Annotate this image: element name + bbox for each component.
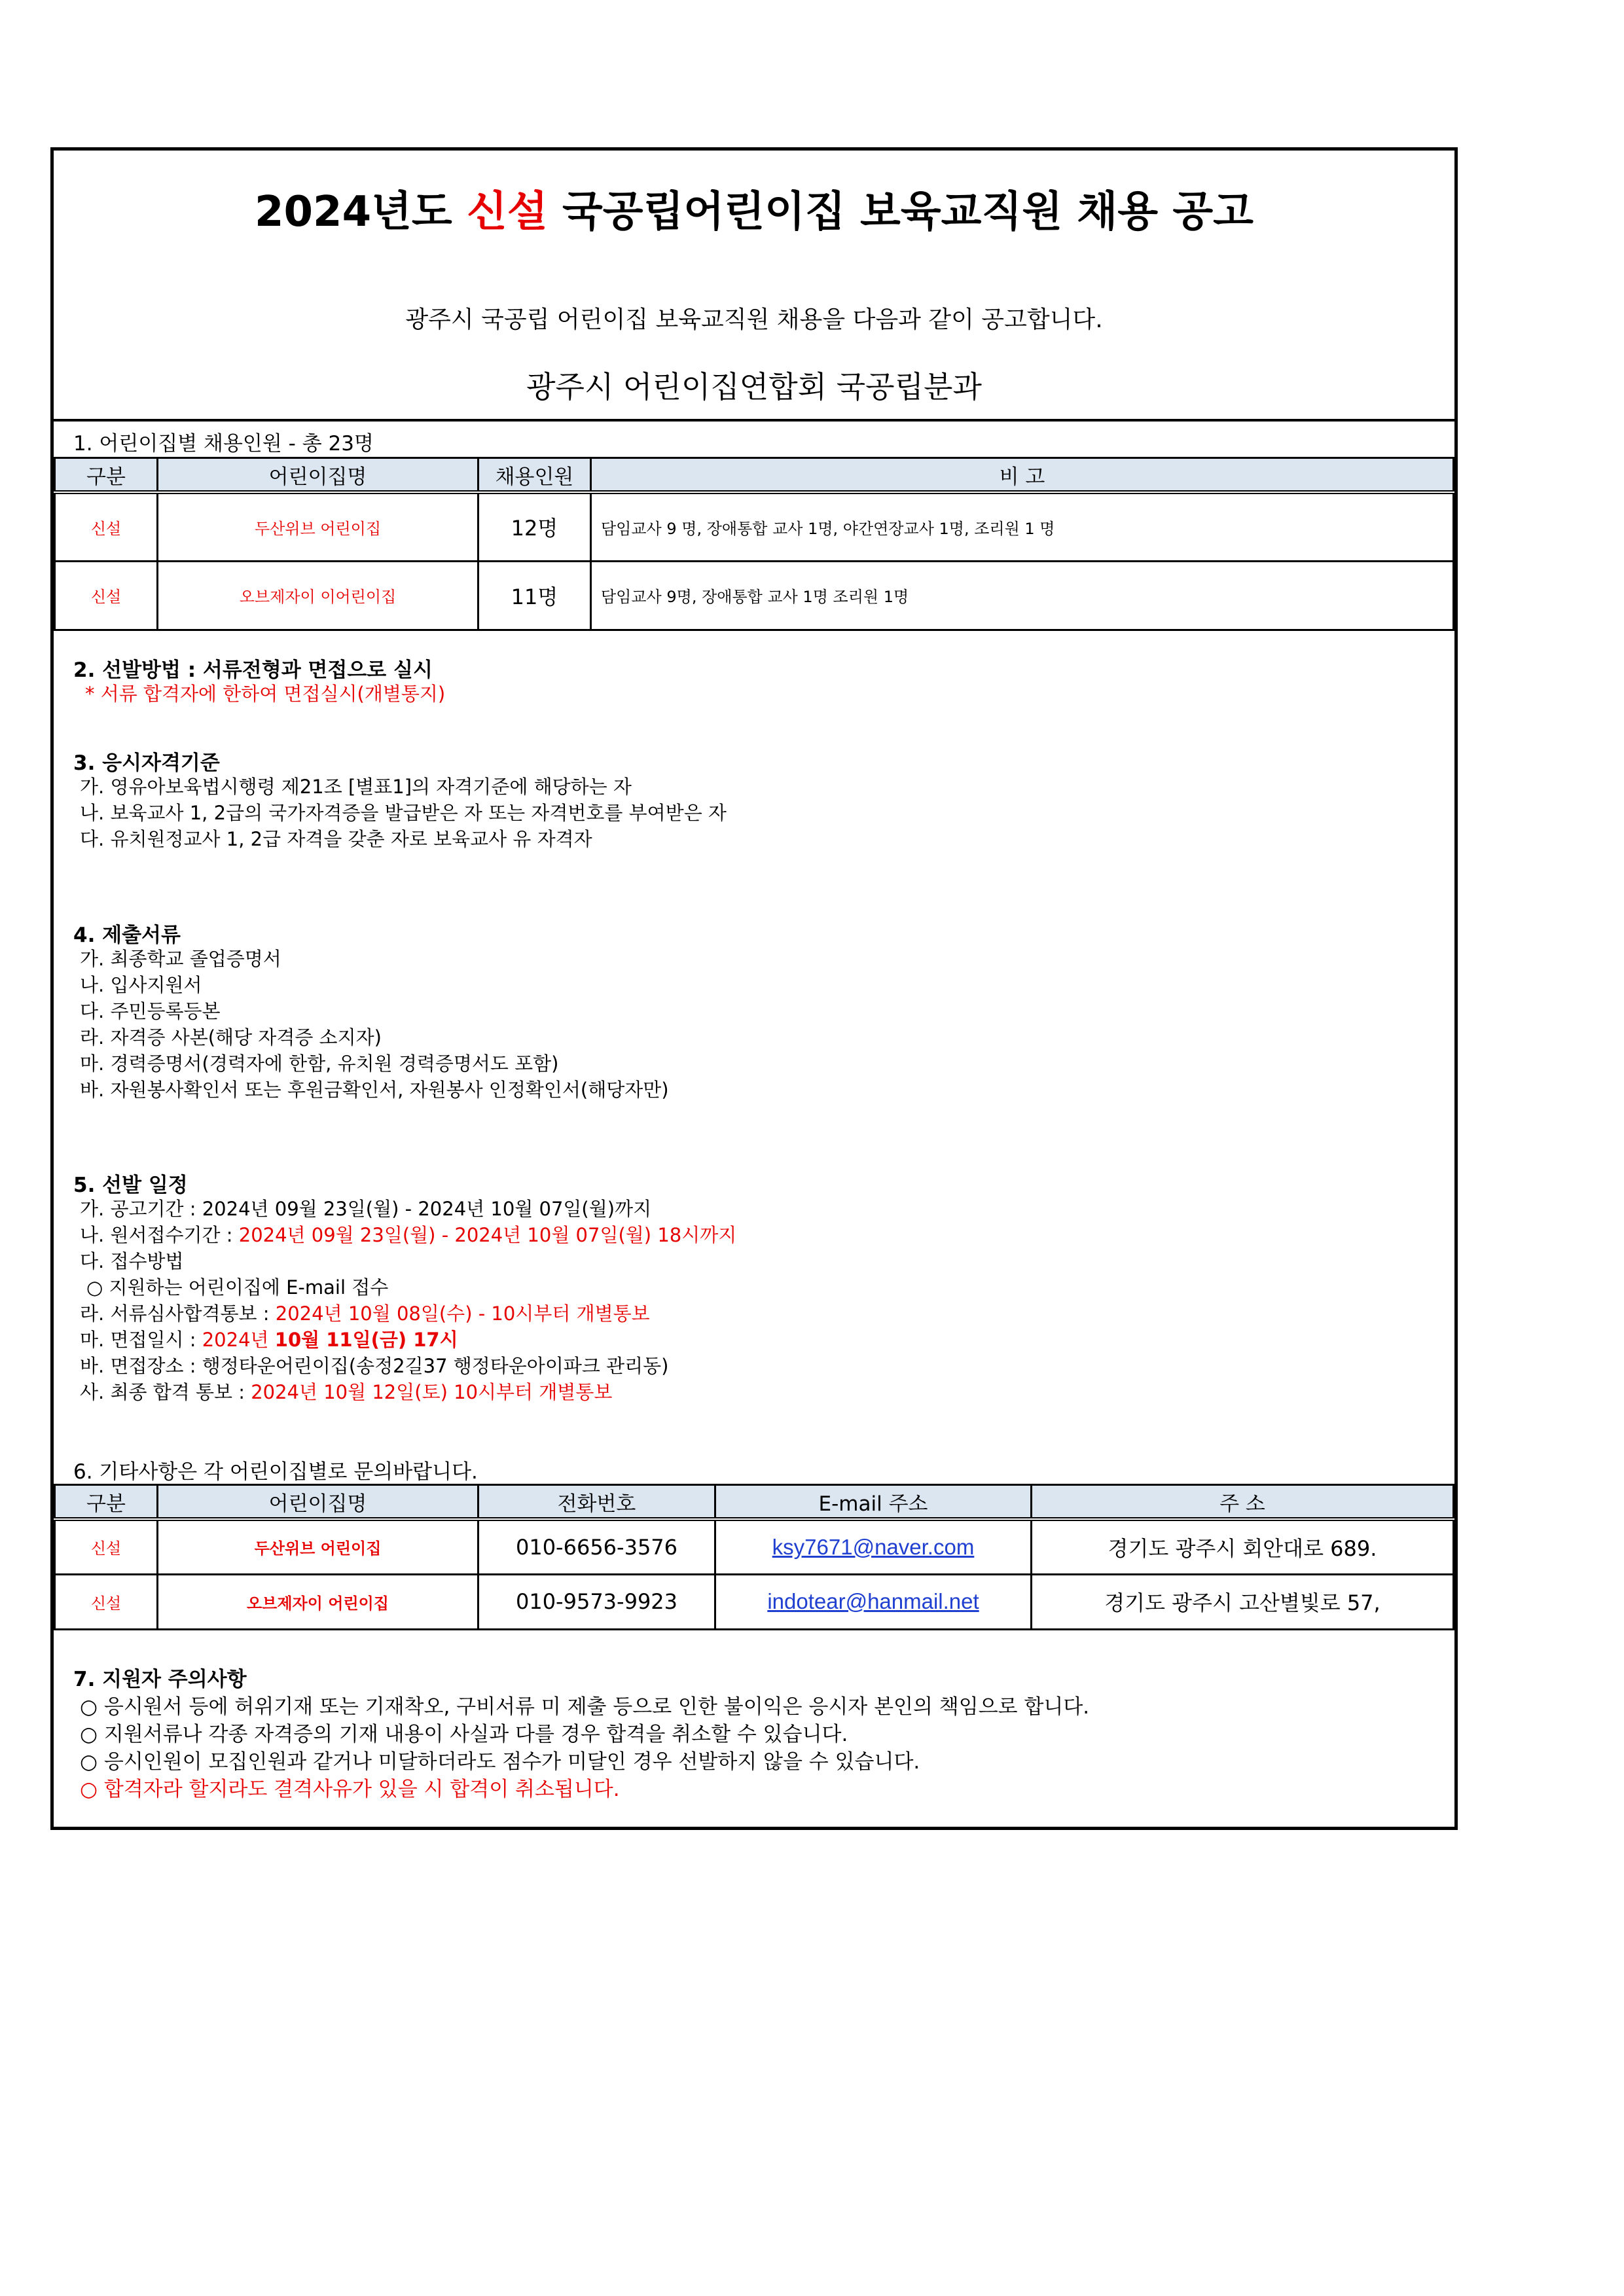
list-item: 나. 입사지원서 xyxy=(80,974,202,996)
row-email-cell xyxy=(715,1574,1032,1629)
section2-note: * 서류 합격자에 한하여 면접실시(개별통지) xyxy=(85,683,446,705)
schedule-final-result xyxy=(80,1378,612,1405)
section5-heading: 5. 선발 일정 xyxy=(73,1174,188,1197)
schedule-label: 사. 최종 합격 통보 : xyxy=(80,1381,251,1403)
list-item: 다. 유치원정교사 1, 2급 자격을 갖춘 자로 보육교사 유 자격자 xyxy=(80,828,592,850)
section1-heading: 1. 어린이집별 채용인원 - 총 23명 xyxy=(73,432,374,456)
table-row xyxy=(55,561,1454,630)
col-header-name: 어린이집명 xyxy=(158,1485,478,1520)
row-address: 경기도 광주시 고산별빛로 57, xyxy=(1032,1574,1454,1629)
notice-frame xyxy=(50,147,1458,1830)
col-header-count: 채용인원 xyxy=(478,458,591,493)
contact-table-header xyxy=(55,1485,1454,1520)
row-note: 담임교사 9명, 장애통합 교사 1명 조리원 1명 xyxy=(591,561,1454,630)
section7-heading: 7. 지원자 주의사항 xyxy=(73,1668,247,1691)
table-row xyxy=(55,1574,1454,1629)
list-item: 가. 최종학교 졸업증명서 xyxy=(80,948,281,970)
schedule-value: 2024년 10월 08일(수) - 10시부터 개별통보 xyxy=(275,1302,650,1325)
list-item: ○ 지원서류나 각종 자격증의 기재 내용이 사실과 다를 경우 합격을 취소할 수 있습니다. xyxy=(80,1723,848,1746)
col-header-type: 구분 xyxy=(55,1485,158,1520)
row-name: 오브제자이 이어린이집 xyxy=(158,561,478,630)
email-link[interactable]: ksy7671@naver.com xyxy=(772,1534,975,1559)
row-type: 신설 xyxy=(55,492,158,561)
list-item: ○ 응시인원이 모집인원과 같거나 미달하더라도 점수가 미달인 경우 선발하지 않을 수 있습니다. xyxy=(80,1750,920,1774)
section3-heading: 3. 응시자격기준 xyxy=(73,751,220,775)
list-item: 다. 주민등록등본 xyxy=(80,1000,221,1022)
list-item: 라. 자격증 사본(해당 자격증 소지자) xyxy=(80,1026,382,1049)
row-email-cell xyxy=(715,1519,1032,1574)
schedule-value: 2024년 xyxy=(202,1329,275,1351)
organization-name: 광주시 어린이집연합회 국공립분과 xyxy=(526,369,982,404)
section6-heading: 6. 기타사항은 각 어린이집별로 문의바랍니다. xyxy=(73,1460,478,1484)
schedule-interview xyxy=(80,1325,458,1352)
row-type: 신설 xyxy=(55,561,158,630)
email-link[interactable]: indotear@hanmail.net xyxy=(767,1589,979,1613)
schedule-posting: 가. 공고기간 : 2024년 09월 23일(월) - 2024년 10월 07일(월)까지 xyxy=(80,1198,652,1220)
schedule-label: 나. 원서접수기간 : xyxy=(80,1224,239,1246)
row-address: 경기도 광주시 회안대로 689. xyxy=(1032,1519,1454,1574)
row-phone: 010-9573-9923 xyxy=(478,1574,715,1629)
col-header-note: 비 고 xyxy=(591,458,1454,493)
title-highlight: 신설 xyxy=(467,188,548,236)
col-header-phone: 전화번호 xyxy=(478,1485,715,1520)
schedule-value-emphasis: 10월 11일(금) 17시 xyxy=(274,1329,458,1351)
row-phone: 010-6656-3576 xyxy=(478,1519,715,1574)
schedule-method: 다. 접수방법 xyxy=(80,1250,184,1272)
section4-heading: 4. 제출서류 xyxy=(73,924,181,947)
col-header-type: 구분 xyxy=(55,458,158,493)
row-type: 신설 xyxy=(55,1574,158,1629)
staff-table-header xyxy=(55,458,1454,493)
schedule-label: 마. 면접일시 : xyxy=(80,1329,202,1351)
row-name: 두산위브 어린이집 xyxy=(158,1519,478,1574)
row-note: 담임교사 9 명, 장애통합 교사 1명, 야간연장교사 1명, 조리원 1 명 xyxy=(591,492,1454,561)
list-item: 가. 영유아보육법시행령 제21조 [별표1]의 자격기준에 해당하는 자 xyxy=(80,776,632,798)
list-item: ○ 응시원서 등에 허위기재 또는 기재착오, 구비서류 미 제출 등으로 인한 불이익은 응시자 본인의 책임으로 합니다. xyxy=(80,1695,1090,1719)
list-item: 바. 자원봉사확인서 또는 후원금확인서, 자원봉사 인정확인서(해당자만) xyxy=(80,1079,669,1101)
list-item: 나. 보육교사 1, 2급의 국가자격증을 발급받은 자 또는 자격번호를 부여받은 자 xyxy=(80,802,727,824)
contact-table xyxy=(54,1484,1454,1630)
schedule-value: 2024년 10월 12일(토) 10시부터 개별통보 xyxy=(251,1381,613,1403)
row-type: 신설 xyxy=(55,1519,158,1574)
table-row xyxy=(55,1519,1454,1574)
table-row xyxy=(55,492,1454,561)
intro-text: 광주시 국공립 어린이집 보육교직원 채용을 다음과 같이 공고합니다. xyxy=(405,306,1103,333)
page-title xyxy=(54,178,1454,238)
schedule-document-result xyxy=(80,1299,650,1326)
warning-item: ○ 합격자라 할지라도 결격사유가 있을 시 합격이 취소됩니다. xyxy=(80,1778,620,1801)
title-divider xyxy=(54,419,1454,422)
row-name: 오브제자이 어린이집 xyxy=(158,1574,478,1629)
list-item: 마. 경력증명서(경력자에 한함, 유치원 경력증명서도 포함) xyxy=(80,1052,559,1075)
schedule-venue: 바. 면접장소 : 행정타운어린이집(송정2길37 행정타운아이파크 관리동) xyxy=(80,1355,669,1377)
col-header-address: 주 소 xyxy=(1032,1485,1454,1520)
schedule-application xyxy=(80,1221,736,1247)
staff-table xyxy=(54,457,1454,631)
col-header-name: 어린이집명 xyxy=(158,458,478,493)
section2-heading: 2. 선발방법 : 서류전형과 면접으로 실시 xyxy=(73,658,433,682)
row-count: 12명 xyxy=(478,492,591,561)
col-header-email: E-mail 주소 xyxy=(715,1485,1032,1520)
schedule-method-detail: ○ 지원하는 어린이집에 E-mail 접수 xyxy=(86,1276,389,1299)
row-count: 11명 xyxy=(478,561,591,630)
title-suffix: 국공립어린이집 보육교직원 채용 공고 xyxy=(547,188,1254,236)
schedule-value: 2024년 09월 23일(월) - 2024년 10월 07일(월) 18시까지 xyxy=(238,1224,737,1246)
title-prefix: 2024년도 xyxy=(254,188,467,236)
schedule-label: 라. 서류심사합격통보 : xyxy=(80,1302,276,1325)
row-name: 두산위브 어린이집 xyxy=(158,492,478,561)
